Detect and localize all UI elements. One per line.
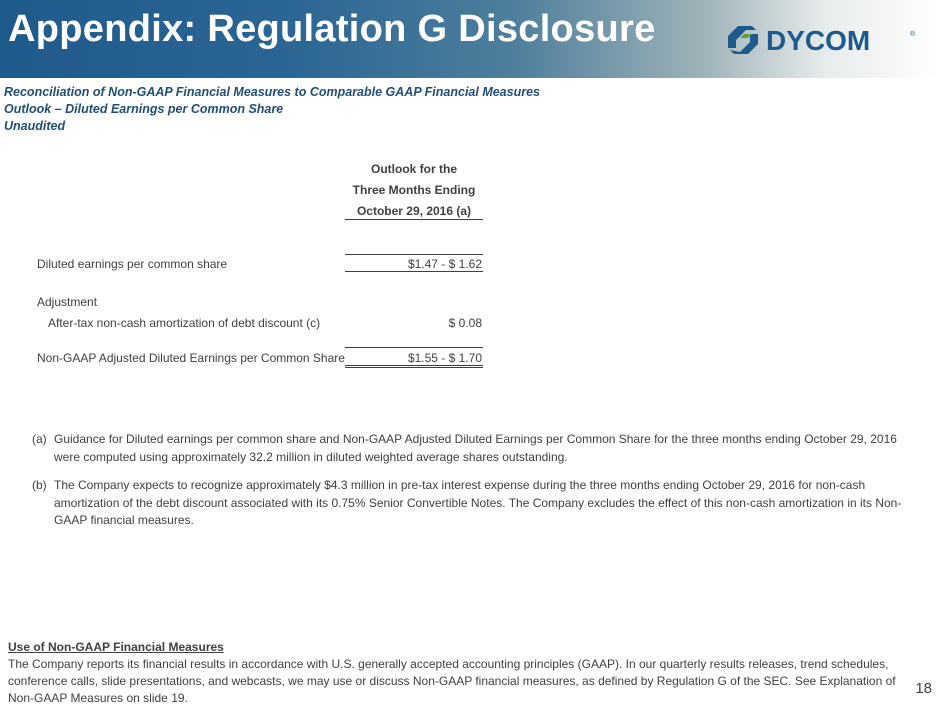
footnote-a-text: Guidance for Diluted earnings per common share and Non-GAAP Adjusted Diluted Earnings per Common Share for the three months ending October 29, 2016 were computed using approximately 32.2 million in diluted weighted average shares outstanding. xyxy=(54,432,897,464)
column-header-underline xyxy=(345,219,483,220)
non-gaap-use-body: The Company reports its financial results in accordance with U.S. generally accepted accounting principles (GAAP). In our quarterly results releases, trend schedules, conference calls, slide presentations, and webcasts, we may use or discuss Non-GAAP financial measures, as defined by Regulation G of the SEC. See Explanation of Non-GAAP Measures on slide 19. xyxy=(8,657,896,705)
subheading-line-2: Outlook – Diluted Earnings per Common Share xyxy=(4,102,284,116)
footnote-b-letter: (b) xyxy=(32,478,47,492)
registered-mark: ® xyxy=(910,31,916,38)
column-header-line-2: Three Months Ending xyxy=(352,183,476,197)
footnote-b-text: The Company expects to recognize approximately $4.3 million in pre-tax interest expense during the three months ending October 29, 2016 for non-cash amortization of the debt discount associated with its 0.75% Senior Convertible Notes. The Company excludes the effect of this non-cash amortization in its Non-GAAP financial measures. xyxy=(54,478,902,527)
header-banner xyxy=(0,0,940,78)
page-title: Appendix: Regulation G Disclosure xyxy=(8,8,656,50)
footnote-a-letter: (a) xyxy=(32,432,47,446)
row-label-non-gaap-eps: Non-GAAP Adjusted Diluted Earnings per Common Share xyxy=(37,351,345,365)
subheading-block xyxy=(4,84,540,135)
row-label-amortization: After-tax non-cash amortization of debt discount (c) xyxy=(48,316,321,330)
non-gaap-use-section xyxy=(8,639,898,707)
column-header-line-1: Outlook for the xyxy=(371,162,457,176)
non-gaap-use-title: Use of Non-GAAP Financial Measures xyxy=(8,640,224,654)
table-double-rule xyxy=(345,365,483,368)
dycom-logo-mark-icon xyxy=(728,26,758,54)
dycom-logo xyxy=(726,22,921,58)
footnote-b xyxy=(32,477,912,530)
footnote-a xyxy=(32,431,912,466)
table-rule xyxy=(345,347,483,348)
row-value-diluted-eps: $1.47 - $ 1.62 xyxy=(407,257,482,271)
row-label-diluted-eps: Diluted earnings per common share xyxy=(37,257,228,271)
logo-wordmark: DYCOM xyxy=(766,25,871,56)
subheading-line-3: Unaudited xyxy=(4,119,66,133)
table-rule xyxy=(345,271,483,272)
column-header-line-3: October 29, 2016 (a) xyxy=(356,204,472,218)
row-value-non-gaap-eps: $1.55 - $ 1.70 xyxy=(407,351,482,365)
subheading-line-1: Reconciliation of Non-GAAP Financial Measures to Comparable GAAP Financial Measures xyxy=(4,85,540,99)
row-value-amortization: $ 0.08 xyxy=(448,316,482,330)
page-number: 18 xyxy=(915,680,932,697)
row-label-adjustment: Adjustment xyxy=(37,295,98,309)
table-rule xyxy=(345,254,483,255)
